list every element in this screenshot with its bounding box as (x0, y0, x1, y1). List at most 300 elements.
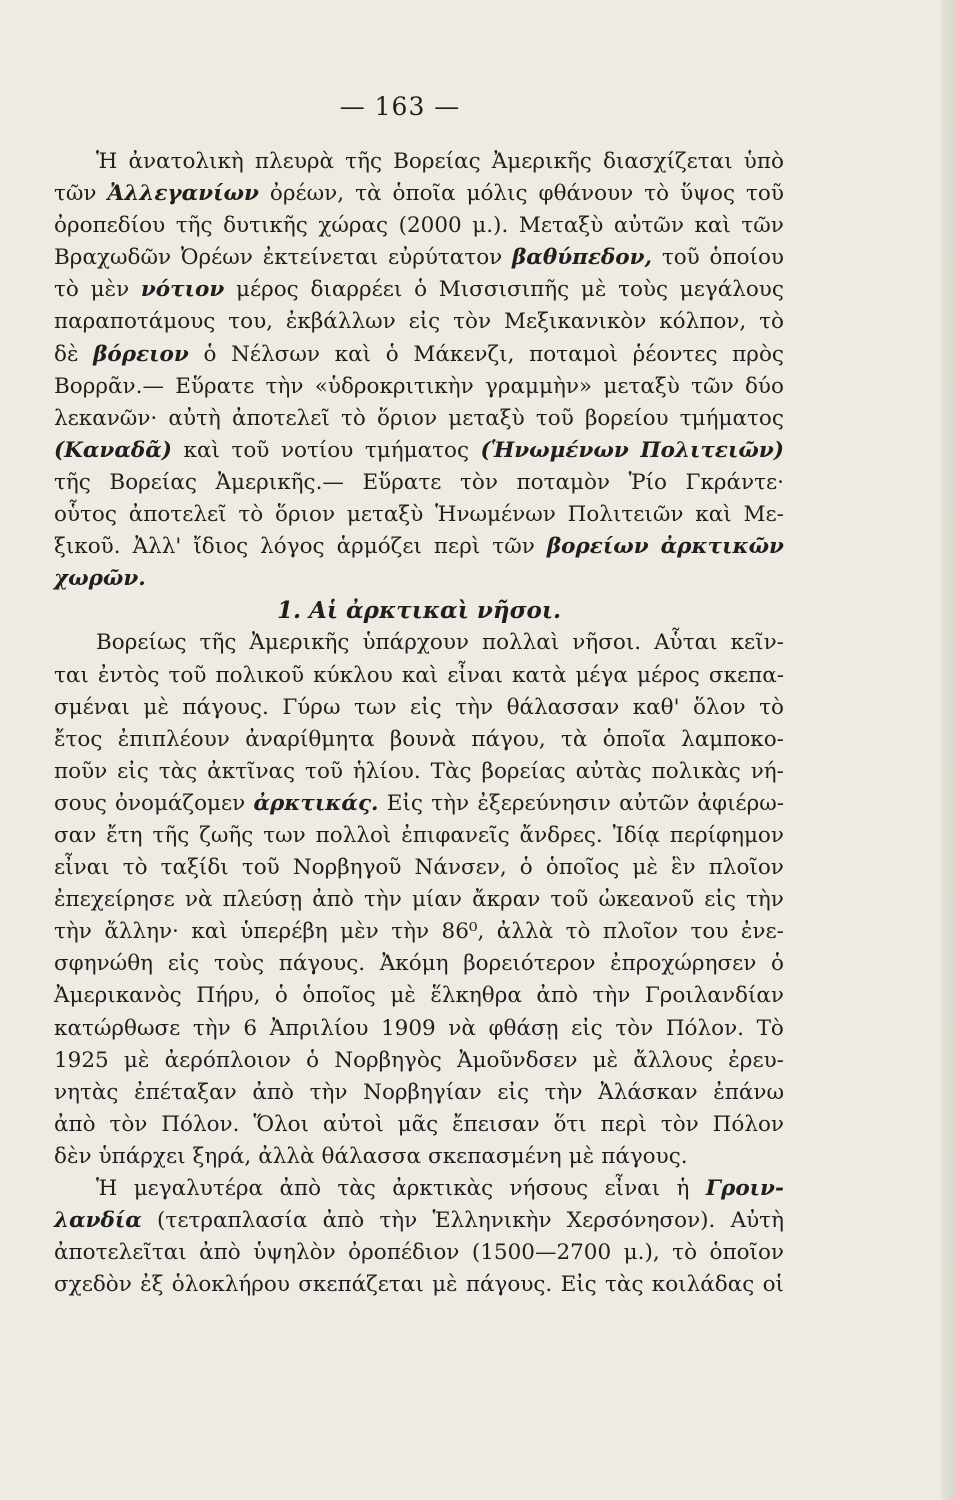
word: Γροιλανδίαν (644, 983, 784, 1009)
word: ἀρκτικὰς (392, 1176, 494, 1201)
text-line (54, 371, 784, 403)
word: τοῦ (305, 758, 343, 784)
word: τὸ (759, 309, 784, 335)
word: Ἀμοῦνδσεν (456, 1047, 578, 1073)
word: κύκλου (313, 662, 393, 688)
word: βουνὰ (389, 726, 456, 752)
word: ἀνατολικὴ (128, 149, 244, 174)
word: ὁ (203, 341, 217, 367)
word: δὲ (54, 341, 79, 367)
word: Νάνσεν, (414, 855, 507, 881)
word: 1925 (54, 1047, 109, 1073)
word: (2000 (398, 213, 462, 239)
text-line (54, 339, 784, 371)
word: τὴν (431, 790, 470, 816)
word: τοῦ (168, 662, 207, 688)
word: τὴν (54, 919, 92, 945)
word: ἀρκτικάς. (253, 790, 379, 816)
word: χωρῶν. (54, 566, 146, 592)
word: τὸ (122, 855, 148, 881)
word: Βορείας (393, 149, 481, 174)
text-line (54, 884, 784, 916)
word: ἁρμόζει (336, 534, 422, 560)
text-line (54, 274, 784, 306)
word: ἐπεχείρησε (54, 887, 175, 913)
word: τὰ (355, 181, 382, 207)
word: Χερσόνησον). (566, 1208, 716, 1234)
word: σκεπασμένη (428, 1143, 562, 1169)
word: ποταμοὶ (529, 341, 618, 367)
word: μὲ (123, 1047, 150, 1073)
word: ὅριον (275, 502, 336, 528)
word: 6 (243, 1015, 258, 1041)
word: ὁ (306, 1047, 320, 1073)
word: μ.), (623, 1240, 660, 1266)
word: λανδία (54, 1208, 142, 1234)
word: μεταξὺ (346, 502, 424, 528)
word: Ἑλληνικὴν (432, 1208, 552, 1234)
word: ὠκεανοῦ (598, 887, 695, 913)
word: ὁποῖος (545, 855, 620, 881)
word: μὲν (90, 277, 130, 303)
text-line (54, 210, 784, 242)
word: Πόλον. (161, 1111, 240, 1137)
text-line (54, 146, 784, 178)
word: Πήρυ, (196, 983, 261, 1009)
word: των (263, 822, 306, 848)
word: ἄκραν (472, 887, 541, 913)
text-line (54, 916, 784, 948)
word: ὁποῖον (709, 1240, 784, 1266)
word: ἐπέταξαν (134, 1079, 237, 1105)
word: τοῦ (550, 887, 589, 913)
word: Βορρᾶν.— (54, 373, 164, 399)
word: ἄλλην· (104, 919, 179, 945)
word: καὶ (695, 502, 732, 528)
word: ὀροπέδιον (348, 1240, 460, 1266)
word: θάλασσαν (506, 694, 620, 720)
word: ἔπεισαν (452, 1111, 540, 1137)
word: μὲ (580, 277, 607, 303)
word: Μισσισιπῆς (438, 277, 570, 303)
page-number: — 163 — (339, 92, 461, 121)
word: πλοῖον (708, 855, 784, 881)
word: βόρειον (93, 341, 189, 367)
word: βορειότερον (463, 951, 596, 977)
word: Ἀμερικῆς (491, 149, 592, 174)
text-line (54, 1269, 784, 1301)
word: Μάκενζι, (413, 341, 515, 367)
word: ἐντὸς (97, 662, 160, 688)
word: τῶν (492, 534, 535, 560)
word: μὲν (340, 919, 379, 945)
word: Τὸ (756, 1015, 784, 1041)
word: Ἀμερικανὸς (54, 983, 182, 1009)
word: μεγαλυτέρα (133, 1176, 264, 1201)
word: Πόλον (712, 1111, 784, 1137)
word: θάλασσα (321, 1143, 422, 1169)
word: Με- (743, 502, 784, 528)
word: Ὀρέων (180, 245, 253, 271)
word: πολικὰς (651, 758, 741, 784)
text-line (54, 563, 784, 595)
word: αὐτοὶ (322, 1111, 384, 1137)
word: τοῦ (661, 245, 700, 271)
word: Ἀλλεγανίων (107, 181, 259, 207)
word: ῥέοντες (632, 341, 718, 367)
word: Βραχωδῶν (54, 245, 172, 271)
word: πρὸς (732, 341, 784, 367)
word: ται (54, 662, 89, 688)
word: ἄνδρες. (519, 822, 603, 848)
word: Ἀμερικῆς (249, 630, 350, 656)
word: εἰς (497, 1079, 529, 1105)
word: δυτικῆς (223, 213, 308, 239)
word: τὴν (544, 1079, 583, 1105)
word: σους (54, 790, 107, 816)
word: ὁλοκλήρου (171, 1272, 290, 1298)
word: ὀρέων, (269, 181, 345, 207)
word: αὐτῶν (619, 790, 690, 816)
word: κατώρθωσε (54, 1015, 181, 1041)
word: τὸ (759, 694, 784, 720)
word: τὸν (109, 1111, 148, 1137)
word: ὀροπεδίου (54, 213, 166, 239)
word: ἐπιφανεῖς (401, 822, 510, 848)
word: γραμμὴν» (485, 373, 593, 399)
word: ἕλκηθρα (430, 983, 522, 1009)
word: κόλπον, (659, 309, 747, 335)
word: βορείου (584, 405, 669, 431)
word: τὴν (363, 887, 402, 913)
word: ἡ (676, 1176, 690, 1201)
word: ὁ (414, 277, 428, 303)
word: πάγους. (465, 1272, 553, 1298)
word: Αὗται (654, 630, 718, 656)
word: ἐξερεύνησιν (477, 790, 611, 816)
word: βορείων (546, 534, 649, 560)
word: ὑπερέβη (240, 919, 328, 945)
text-line (54, 1013, 784, 1045)
word: μίαν (411, 887, 462, 913)
word: ὁ (519, 855, 533, 881)
word: πολικοῦ (215, 662, 305, 688)
word: ὑπάρχει (98, 1143, 186, 1169)
word: Ῥίο (628, 469, 667, 495)
word: ποῦν (54, 758, 108, 784)
word: λαμποκο- (681, 726, 784, 752)
text-line (54, 660, 784, 692)
word: τὰς (158, 758, 198, 784)
word: ἀπὸ (54, 1111, 96, 1137)
word: αὐτὴ (168, 405, 221, 431)
word: (Καναδᾶ) (54, 437, 172, 463)
word: ὁποίου (709, 245, 784, 271)
word: Αὐτὴ (730, 1208, 784, 1234)
word: πολλοὶ (315, 822, 392, 848)
word: εὐρύτατον (387, 245, 503, 271)
word: κεῖν- (730, 630, 784, 656)
word: ἔτη (106, 822, 143, 848)
word: περὶ (433, 534, 481, 560)
word: νήσους (509, 1176, 589, 1201)
word: ἀποτελεῖται (54, 1240, 187, 1266)
word: καὶ (191, 919, 228, 945)
word: ἀποτελεῖ (128, 502, 227, 528)
word: ἀπὸ (536, 983, 579, 1009)
word: Γκράντε· (685, 469, 784, 495)
word: ζωῆς (199, 822, 254, 848)
word: ἀποτελεῖ (231, 405, 330, 431)
word: περὶ (600, 1111, 647, 1137)
word: δὲν (54, 1143, 92, 1169)
word: Μεταξὺ (518, 213, 604, 239)
word: ὕψος (680, 181, 735, 207)
word: τοῦ (241, 855, 280, 881)
word: εἰς (408, 309, 441, 335)
word: ὁποῖος (302, 983, 376, 1009)
word: διασχίζεται (602, 149, 733, 174)
word: τῆς (54, 469, 91, 495)
word: λόγος (260, 534, 325, 560)
word: Εὕρατε (175, 373, 255, 399)
text-line (54, 499, 784, 531)
word: 86⁰, (441, 919, 485, 945)
word: νῆσοι. (572, 630, 642, 656)
word: σχεδὸν (54, 1272, 132, 1298)
word: τὴν (592, 983, 631, 1009)
word: Ἀκόμη (379, 951, 449, 977)
word: μὲ (592, 1047, 619, 1073)
word: τὸν (615, 1015, 654, 1041)
word: των (354, 694, 397, 720)
word: τὸ (238, 502, 264, 528)
word: λεκανῶν· (54, 405, 158, 431)
text-line (54, 531, 784, 563)
word: ἐπιπλέουν (117, 726, 230, 752)
word: τοὺς (214, 951, 264, 977)
word: ἀρκτικῶν (660, 534, 784, 560)
word: ξικοῦ. (54, 534, 121, 560)
word: τὴν (265, 373, 304, 399)
text-line (54, 756, 784, 788)
word: ξηρά, (192, 1143, 252, 1169)
word: τὸν (660, 1111, 699, 1137)
word: ἀπὸ (252, 1079, 294, 1105)
word: ὅριον (377, 405, 438, 431)
text-line (54, 1141, 784, 1173)
word: ἡλίου. (352, 758, 421, 784)
word: ἐκτείνεται (262, 245, 379, 271)
word: εἶναι (54, 855, 110, 881)
body-text (54, 146, 784, 1301)
word: Πόλον. (665, 1015, 744, 1041)
word: νή- (750, 758, 784, 784)
word: 1909 (380, 1015, 436, 1041)
word: τῆς (345, 149, 382, 174)
text-line (54, 467, 784, 499)
word: καὶ (694, 213, 731, 239)
text-line (54, 1045, 784, 1077)
word: εἰς (704, 887, 736, 913)
word: τὴν (309, 1079, 348, 1105)
word: μὲ (632, 855, 658, 881)
word: ἀλλὰ (258, 1143, 315, 1169)
word: τὰς (337, 1176, 376, 1201)
word: Βορείως (96, 630, 187, 656)
word: Τὰς (430, 758, 472, 784)
word: ἴδιος (193, 534, 249, 560)
word: πλευρὰ (254, 149, 335, 174)
word: Ἡ (96, 1176, 118, 1201)
word: ταξίδι (160, 855, 229, 881)
word: Ὅλοι (253, 1111, 310, 1137)
word: πάγους. (182, 694, 269, 720)
word: Ἀμερικῆς.— (215, 469, 344, 495)
word: εἰς (167, 951, 200, 977)
word: Ἀπριλίου (269, 1015, 369, 1041)
word: σφηνώθη (54, 951, 154, 977)
word: τὴν (379, 1208, 418, 1234)
word: τμήματος (364, 437, 469, 463)
word: «ὑδροκριτικὴν (314, 373, 474, 399)
word: εἶναι (604, 1176, 661, 1201)
word: σμέναι (54, 694, 130, 720)
word: βορείας (481, 758, 566, 784)
word: Γροιν- (705, 1176, 784, 1201)
text-line (54, 820, 784, 852)
text-line (54, 1237, 784, 1269)
word: ἐπάνω (713, 1079, 784, 1105)
word: νοτίου (280, 437, 354, 463)
word: Εἰς (386, 790, 423, 816)
word: τὴν (391, 919, 430, 945)
text-line (54, 980, 784, 1012)
text-line (54, 948, 784, 980)
word: Ἡ (96, 149, 118, 174)
text-line (54, 435, 784, 467)
word: ὁ (385, 341, 399, 367)
word: βαθύπεδον, (512, 245, 653, 271)
word: ἀλλὰ (496, 919, 554, 945)
word: Νέλσων (231, 341, 320, 367)
word: μεταξὺ (603, 373, 680, 399)
word: καὶ (401, 662, 439, 688)
word: τὰς (605, 1272, 644, 1298)
word: τὴν (455, 694, 494, 720)
word: ἐνε- (740, 919, 784, 945)
word: Ἀλλ' (132, 534, 182, 560)
word: κοιλάδας (651, 1272, 755, 1298)
word: ὁποῖα (392, 181, 456, 207)
word: μὲ (568, 1143, 595, 1169)
word: χώρας (318, 213, 389, 239)
word: κατὰ (511, 662, 567, 688)
word: μεγάλους (679, 277, 784, 303)
word: Νορβηγίαν (363, 1079, 482, 1105)
word: μέγα (575, 662, 628, 688)
text-line (54, 403, 784, 435)
text-line (54, 724, 784, 756)
word: πάγου, (471, 726, 546, 752)
word: νητὰς (54, 1079, 119, 1105)
word: τῶν (691, 373, 734, 399)
word: διαρρέει (310, 277, 403, 303)
word: ἀπὸ (322, 1208, 365, 1234)
word: τῶν (741, 213, 784, 239)
word: Εὕρατε (362, 469, 442, 495)
word: φθάσῃ (488, 1015, 559, 1041)
word: Νορβηγοῦ (292, 855, 402, 881)
word: ὑψηλὸν (253, 1240, 336, 1266)
word: (1500—2700 (471, 1240, 612, 1266)
word: τῆς (152, 822, 190, 848)
word: (τετραπλασία (157, 1208, 308, 1234)
word: νὰ (184, 887, 213, 913)
word: ποταμὸν (516, 469, 611, 495)
word: ἀπὸ (279, 1176, 322, 1201)
text-line (54, 306, 784, 338)
word: αὐτῶν (613, 213, 684, 239)
word: τὸ (54, 277, 79, 303)
word: σαν (54, 822, 97, 848)
word: εἰς (117, 758, 149, 784)
word: ὀνομάζομεν (114, 790, 246, 816)
text-line (54, 1109, 784, 1141)
word: πολλαὶ (481, 630, 560, 656)
word: ἐπροχώρησεν (610, 951, 757, 977)
word: ὑπάρχουν (362, 630, 469, 656)
word: οὗτος (54, 502, 117, 528)
text-line (54, 1173, 784, 1205)
word: μεταξὺ (448, 405, 525, 431)
word: τὴν (746, 887, 784, 913)
word: περίφημον (669, 822, 784, 848)
word: εἰς (571, 1015, 603, 1041)
text-line (54, 627, 784, 659)
page-edge-shadow (941, 0, 955, 1500)
word: ἔτος (54, 726, 103, 752)
word: ἐρευ- (728, 1047, 784, 1073)
word: Ἡνωμένων (435, 502, 556, 528)
word: ἀπὸ (199, 1240, 241, 1266)
text-line (54, 242, 784, 274)
word: Νορβηγὸς (334, 1047, 442, 1073)
word: τὸ (341, 405, 366, 431)
word: Πολιτειῶν (567, 502, 684, 528)
word: ἀφιέρω- (697, 790, 784, 816)
word: ἐξ (140, 1272, 164, 1298)
word: Πολιτειῶν) (640, 437, 784, 463)
word: τὸ (672, 1240, 698, 1266)
word: τῆς (199, 630, 237, 656)
text-line (54, 1077, 784, 1109)
word: Γύρω (282, 694, 341, 720)
word: τῆς (175, 213, 213, 239)
word: πάγους. (601, 1143, 688, 1169)
word: σκεπα- (708, 662, 784, 688)
word: μέρος (235, 277, 299, 303)
word: μὲ (432, 1272, 458, 1298)
text-line (54, 1205, 784, 1237)
word: ἀερόπλοιον (164, 1047, 291, 1073)
text-line (54, 178, 784, 210)
section-heading: 1. Αἱ ἀρκτικαὶ νῆσοι. (276, 597, 562, 625)
word: καὶ (183, 437, 220, 463)
word: ὅλον (693, 694, 746, 720)
word: τοῦ (535, 405, 574, 431)
word: Εἰς (560, 1272, 597, 1298)
